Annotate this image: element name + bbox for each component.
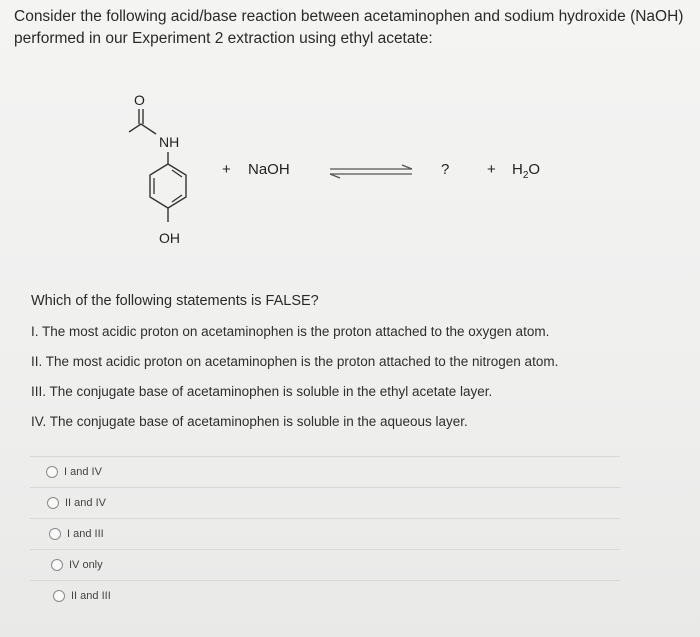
radio-button[interactable] (53, 590, 65, 602)
water-product (512, 161, 540, 181)
water-h: H (512, 161, 523, 178)
statement-4: IV. The conjugate base of acetaminophen is soluble in the aqueous layer. (31, 414, 468, 429)
question-prompt: Which of the following statements is FALSE? (31, 293, 319, 309)
option-label: IV only (69, 559, 103, 571)
hydroxyl-oh-label: OH (159, 230, 180, 246)
question-body (31, 293, 651, 429)
answer-options (30, 456, 620, 621)
radio-button[interactable] (47, 497, 59, 509)
option-label: II and IV (65, 497, 106, 509)
naoh-reagent: NaOH (248, 161, 290, 178)
answer-option[interactable] (30, 456, 620, 487)
amide-nh-label: NH (159, 134, 180, 150)
option-label: II and III (71, 590, 111, 602)
water-o: O (528, 161, 541, 178)
header-line-2: performed in our Experiment 2 extraction using ethyl acetate: (14, 30, 433, 47)
radio-button[interactable] (51, 559, 63, 571)
option-label: I and III (67, 528, 104, 540)
statement-3: III. The conjugate base of acetaminophen is soluble in the ethyl acetate layer. (31, 384, 493, 399)
answer-option[interactable] (30, 549, 620, 580)
header-line-1: Consider the following acid/base reaction between acetaminophen and sodium hydroxide (NaOH) (14, 8, 684, 25)
carbonyl-oxygen-label: O (134, 92, 145, 108)
question-header (14, 6, 694, 50)
reaction-scheme (0, 90, 700, 265)
answer-option[interactable] (30, 518, 620, 549)
statement-1: I. The most acidic proton on acetaminophen is the proton attached to the oxygen atom. (31, 324, 550, 339)
plus-sign-1: + (222, 161, 231, 178)
unknown-product: ? (441, 161, 450, 178)
water-subscript: 2 (522, 170, 529, 181)
answer-option[interactable] (30, 487, 620, 518)
plus-sign-2: + (487, 161, 496, 178)
answer-option[interactable] (30, 580, 620, 611)
radio-button[interactable] (49, 528, 61, 540)
acetaminophen-structure (0, 90, 700, 265)
radio-button[interactable] (46, 466, 58, 478)
option-label: I and IV (64, 466, 102, 478)
statement-2: II. The most acidic proton on acetaminophen is the proton attached to the nitrogen atom. (31, 354, 559, 369)
